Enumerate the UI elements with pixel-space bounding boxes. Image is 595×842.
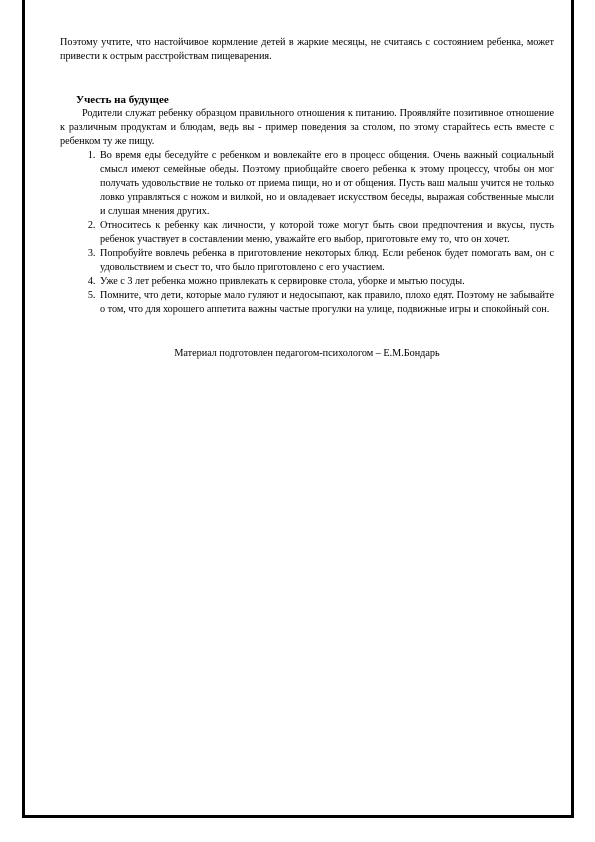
advice-list — [60, 149, 554, 317]
body-paragraph: Родители служат ребенку образцом правильного отношения к питанию. Проявляйте позитивное отношение к различным продуктам и блюдам, ведь вы - пример поведения за столом, по этому старайтесь есть вместе с ребенком ту же пищу. — [60, 108, 554, 147]
document-body — [60, 36, 554, 361]
list-item: 1. Во время еды беседуйте с ребенком и вовлекайте его в процесс общения. Очень важный социальный смысл имеют семейные обеды. Поэтому приобщайте своего ребенка к этому процессу, чтобы он мог получать удовольствие не только от приема пищи, но и от общения. Пусть ваш малыш учится не только ловко управляться с ножом и вилкой, но и овладевает искусством беседы, выражая собственные мысли и слушая мнения других. — [98, 149, 554, 219]
intro-paragraph: Поэтому учтите, что настойчивое кормление детей в жаркие месяцы, не считаясь с состоянием ребенка, может привести к острым расстройствам пищеварения. — [60, 37, 554, 62]
author-signature: Материал подготовлен педагогом-психологом – Е.М.Бондарь — [174, 348, 440, 359]
list-item: 2. Относитесь к ребенку как личности, у которой тоже могут быть свои предпочтения и вкусы, пусть ребенок участвует в составлении меню, уважайте его выбор, приготовьте ему то, что он хочет. — [98, 219, 554, 247]
list-item: 5. Помните, что дети, которые мало гуляют и недосыпают, как правило, плохо едят. Поэтому не забывайте о том, что для хорошего аппетита важны частые прогулки на улице, подвижные игры и спокойный сон. — [98, 289, 554, 317]
section-heading: Учесть на будущее — [76, 94, 169, 106]
list-item: 3. Попробуйте вовлечь ребенка в приготовление некоторых блюд. Если ребенок будет помогать вам, он с удовольствием и съест то, что было приготовлено с его участием. — [98, 247, 554, 275]
list-item: 4. Уже с 3 лет ребенка можно привлекать к сервировке стола, уборке и мытью посуды. — [98, 275, 554, 289]
